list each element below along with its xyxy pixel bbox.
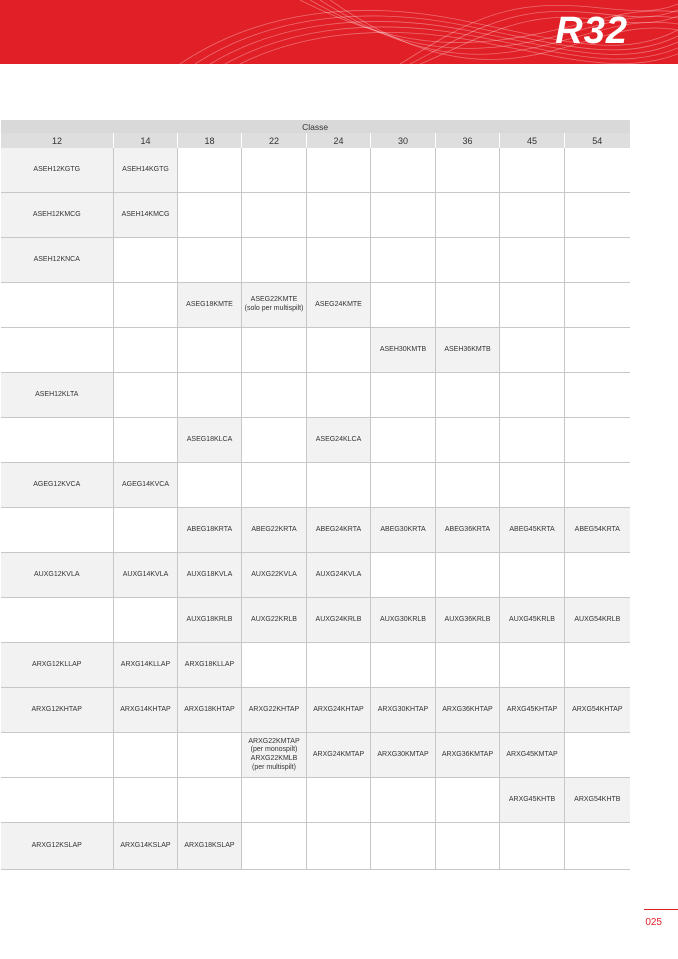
table-cell	[114, 328, 178, 373]
table-row	[1, 148, 630, 193]
table-cell	[500, 688, 565, 733]
model-code: ARXG12KLLAP	[32, 660, 82, 668]
table-cell	[500, 463, 565, 508]
table-cell	[307, 328, 371, 373]
table-cell	[371, 643, 436, 688]
model-code: ARXG24KHTAP	[313, 705, 364, 713]
model-code: AUXG36KRLB	[444, 615, 491, 623]
column-header: 14	[114, 133, 178, 148]
table-cell	[178, 508, 242, 553]
table-cell	[371, 598, 436, 643]
model-code: AUXG45KRLB	[509, 615, 555, 623]
model-code: ASEH36KMTB	[444, 345, 491, 353]
table-cell	[371, 328, 436, 373]
model-code: ABEG30KRTA	[380, 525, 426, 533]
model-code: AUXG22KRLB	[251, 615, 297, 623]
table-cell	[436, 373, 500, 418]
table-row	[1, 463, 630, 508]
table-cell	[1, 778, 114, 823]
model-code: ASEG18KLCA	[186, 435, 233, 443]
column-header: 18	[178, 133, 242, 148]
model-code: ARXG36KHTAP	[442, 705, 493, 713]
table-cell	[1, 328, 114, 373]
column-header: 12	[1, 133, 114, 148]
table-cell	[500, 283, 565, 328]
model-code: ARXG22KMTAP	[248, 737, 300, 745]
table-cell	[500, 733, 565, 778]
table-row	[1, 553, 630, 598]
table-row	[1, 283, 630, 328]
table-cell	[178, 373, 242, 418]
table-cell	[307, 688, 371, 733]
model-code: ARXG14KSLAP	[120, 841, 171, 849]
model-code: ASEH12KGTG	[33, 165, 81, 173]
table-cell	[178, 463, 242, 508]
table-cell	[371, 373, 436, 418]
table-cell	[436, 823, 500, 870]
column-header: 30	[371, 133, 436, 148]
table-cell	[178, 598, 242, 643]
table-cell	[565, 823, 630, 870]
table-cell	[178, 283, 242, 328]
table-cell	[1, 373, 114, 418]
table-cell	[436, 598, 500, 643]
table-cell	[371, 238, 436, 283]
table-cell	[1, 823, 114, 870]
table-cell	[565, 283, 630, 328]
model-code: AUXG14KVLA	[122, 570, 169, 578]
table-cell	[565, 598, 630, 643]
column-header: 24	[307, 133, 371, 148]
model-code: ABEG18KRTA	[186, 525, 233, 533]
table-cell	[565, 553, 630, 598]
model-code: ARXG22KHTAP	[248, 705, 300, 713]
table-cell	[1, 643, 114, 688]
table-cell	[307, 553, 371, 598]
model-code: ARXG24KMTAP	[312, 750, 365, 758]
table-cell	[565, 733, 630, 778]
page-number: 025	[645, 917, 662, 928]
model-code: ASEH30KMTB	[379, 345, 427, 353]
model-code: AUXG22KVLA	[251, 570, 297, 578]
model-code: ABEG45KRTA	[509, 525, 555, 533]
table-cell	[242, 148, 307, 193]
model-code: ARXG18KHTAP	[184, 705, 235, 713]
table-cell	[1, 148, 114, 193]
table-body	[1, 148, 630, 870]
model-code: ABEG36KRTA	[444, 525, 491, 533]
table-cell	[307, 418, 371, 463]
table-cell	[500, 823, 565, 870]
model-code: ARXG12KHTAP	[31, 705, 82, 713]
table-cell	[436, 643, 500, 688]
model-code: ABEG54KRTA	[574, 525, 620, 533]
table-cell	[565, 688, 630, 733]
table-cell	[178, 823, 242, 870]
table-cell	[565, 193, 630, 238]
table-cell	[500, 778, 565, 823]
model-code: ARXG18KLLAP	[184, 660, 235, 668]
model-code: ARXG45KHTAP	[506, 705, 558, 713]
table-cell	[242, 193, 307, 238]
table-cell	[178, 643, 242, 688]
table-cell	[242, 508, 307, 553]
table-cell	[242, 823, 307, 870]
table-cell	[242, 283, 307, 328]
table-cell	[242, 688, 307, 733]
table-cell	[500, 508, 565, 553]
table-cell	[114, 148, 178, 193]
model-code: ASEH12KMCG	[32, 210, 81, 218]
table-cell	[500, 328, 565, 373]
model-code: ARXG14KHTAP	[120, 705, 171, 713]
table-cell	[371, 508, 436, 553]
table-cell	[242, 643, 307, 688]
table-cell	[371, 463, 436, 508]
column-header: 54	[565, 133, 630, 148]
table-cell	[436, 508, 500, 553]
model-code: ARXG54KHTB	[574, 795, 621, 803]
table-cell	[242, 328, 307, 373]
table-row	[1, 598, 630, 643]
table-cell	[565, 373, 630, 418]
model-code: AUXG12KVLA	[33, 570, 80, 578]
table-cell	[1, 733, 114, 778]
table-cell	[114, 418, 178, 463]
table-cell	[178, 688, 242, 733]
table-cell	[500, 238, 565, 283]
model-code: AGEG12KVCA	[33, 480, 81, 488]
table-cell	[436, 193, 500, 238]
table-cell	[114, 598, 178, 643]
table-cell	[114, 688, 178, 733]
model-code: ASEH14KMCG	[121, 210, 170, 218]
table-cell	[114, 193, 178, 238]
table-row	[1, 823, 630, 870]
table-cell	[242, 778, 307, 823]
table-cell	[1, 418, 114, 463]
table-cell	[307, 733, 371, 778]
model-code: ARXG14KLLAP	[120, 660, 171, 668]
table-cell	[436, 283, 500, 328]
model-code: ASEG18KMTE	[186, 300, 233, 308]
table-cell	[307, 598, 371, 643]
table-cell	[114, 553, 178, 598]
table-cell	[500, 148, 565, 193]
table-cell	[371, 823, 436, 870]
table-cell	[307, 283, 371, 328]
table-cell	[500, 553, 565, 598]
model-code: AUXG24KRLB	[315, 615, 362, 623]
table-cell	[436, 733, 500, 778]
table-row	[1, 508, 630, 553]
model-table	[0, 120, 630, 870]
table-cell	[178, 553, 242, 598]
model-code: ASEG24KMTE	[315, 300, 362, 308]
model-code: ABEG24KRTA	[315, 525, 362, 533]
table-cell	[371, 688, 436, 733]
table-cell	[178, 193, 242, 238]
table-row	[1, 193, 630, 238]
table-cell	[178, 238, 242, 283]
page-number-rule	[644, 909, 678, 910]
table-cell	[565, 778, 630, 823]
table-cell	[436, 778, 500, 823]
table-cell	[114, 463, 178, 508]
table-cell	[114, 283, 178, 328]
model-note: (per monospilt)	[250, 746, 298, 754]
table-cell	[307, 463, 371, 508]
column-header: 36	[436, 133, 500, 148]
table-cell	[500, 373, 565, 418]
table-cell	[307, 643, 371, 688]
model-note: (solo per multispilt)	[244, 305, 304, 312]
table-cell	[371, 553, 436, 598]
model-code: ARXG30KMTAP	[377, 750, 429, 758]
table-cell	[307, 823, 371, 870]
column-header-row	[1, 133, 630, 148]
column-header: 45	[500, 133, 565, 148]
table-cell	[1, 193, 114, 238]
model-code: ASEH14KGTG	[122, 165, 169, 173]
table-cell	[565, 238, 630, 283]
table-cell	[371, 733, 436, 778]
table-cell	[114, 508, 178, 553]
model-code: AUXG18KVLA	[186, 570, 233, 578]
table-cell	[371, 778, 436, 823]
section-title: R32	[555, 10, 628, 52]
table-cell	[1, 598, 114, 643]
table-cell	[371, 148, 436, 193]
table-cell	[178, 778, 242, 823]
table-cell	[242, 733, 307, 778]
model-code: ARXG12KSLAP	[31, 841, 82, 849]
model-code: ARXG30KHTAP	[377, 705, 429, 713]
model-code: ASEG24KLCA	[315, 435, 362, 443]
table-cell	[565, 148, 630, 193]
table-cell	[436, 463, 500, 508]
table-cell	[436, 688, 500, 733]
table-row	[1, 688, 630, 733]
table-cell	[500, 193, 565, 238]
model-code: ABEG22KRTA	[251, 525, 297, 533]
table-cell	[565, 328, 630, 373]
model-code: ARXG18KSLAP	[184, 841, 235, 849]
table-row	[1, 418, 630, 463]
table-cell	[114, 238, 178, 283]
model-code: AGEG14KVCA	[121, 480, 170, 488]
model-code: AUXG24KVLA	[315, 570, 362, 578]
table-cell	[1, 463, 114, 508]
table-cell	[1, 283, 114, 328]
table-cell	[371, 283, 436, 328]
table-cell	[242, 238, 307, 283]
table-cell	[242, 418, 307, 463]
model-code: AUXG18KRLB	[186, 615, 233, 623]
table-cell	[436, 238, 500, 283]
table-cell	[307, 238, 371, 283]
table-cell	[307, 778, 371, 823]
table-cell	[436, 553, 500, 598]
table-cell	[436, 328, 500, 373]
table-cell	[242, 598, 307, 643]
table-cell	[114, 373, 178, 418]
table-cell	[565, 418, 630, 463]
model-code: ASEH12KLTA	[35, 390, 79, 398]
model-code: ARXG45KHTB	[508, 795, 556, 803]
column-header: 22	[242, 133, 307, 148]
model-code: ASEG22KMTE	[250, 296, 298, 304]
table-row	[1, 733, 630, 778]
table-cell	[307, 373, 371, 418]
table-row	[1, 238, 630, 283]
table-cell	[565, 643, 630, 688]
table-cell	[114, 823, 178, 870]
model-code: AUXG30KRLB	[380, 615, 426, 623]
table-row	[1, 778, 630, 823]
table-cell	[178, 148, 242, 193]
table-row	[1, 373, 630, 418]
table-cell	[500, 598, 565, 643]
table-cell	[307, 148, 371, 193]
table-cell	[565, 508, 630, 553]
table-cell	[178, 418, 242, 463]
table-row	[1, 328, 630, 373]
table-cell	[307, 508, 371, 553]
model-note: (per multispilt)	[252, 763, 296, 771]
table-cell	[307, 193, 371, 238]
table-cell	[242, 463, 307, 508]
class-header: Classe	[1, 120, 630, 133]
table-cell	[500, 418, 565, 463]
table-cell	[500, 643, 565, 688]
table-cell	[1, 238, 114, 283]
table-cell	[371, 418, 436, 463]
table-cell	[242, 553, 307, 598]
model-code: ARXG54KHTAP	[572, 705, 623, 713]
table-cell	[178, 328, 242, 373]
table-cell	[114, 643, 178, 688]
model-note: ARXG22KMLB	[250, 755, 298, 762]
model-code: ARXG45KMTAP	[506, 750, 558, 758]
table-cell	[1, 553, 114, 598]
table-cell	[114, 733, 178, 778]
table-cell	[242, 373, 307, 418]
table-cell	[565, 463, 630, 508]
model-table-container	[0, 120, 629, 870]
table-cell	[436, 418, 500, 463]
model-code: ARXG36KMTAP	[441, 750, 494, 758]
model-code: AUXG54KRLB	[574, 615, 621, 623]
table-cell	[114, 778, 178, 823]
table-cell	[436, 148, 500, 193]
table-cell	[1, 508, 114, 553]
header-banner	[0, 0, 678, 64]
model-code: ASEH12KNCA	[33, 255, 80, 263]
table-cell	[371, 193, 436, 238]
table-cell	[1, 688, 114, 733]
table-cell	[178, 733, 242, 778]
table-row	[1, 643, 630, 688]
